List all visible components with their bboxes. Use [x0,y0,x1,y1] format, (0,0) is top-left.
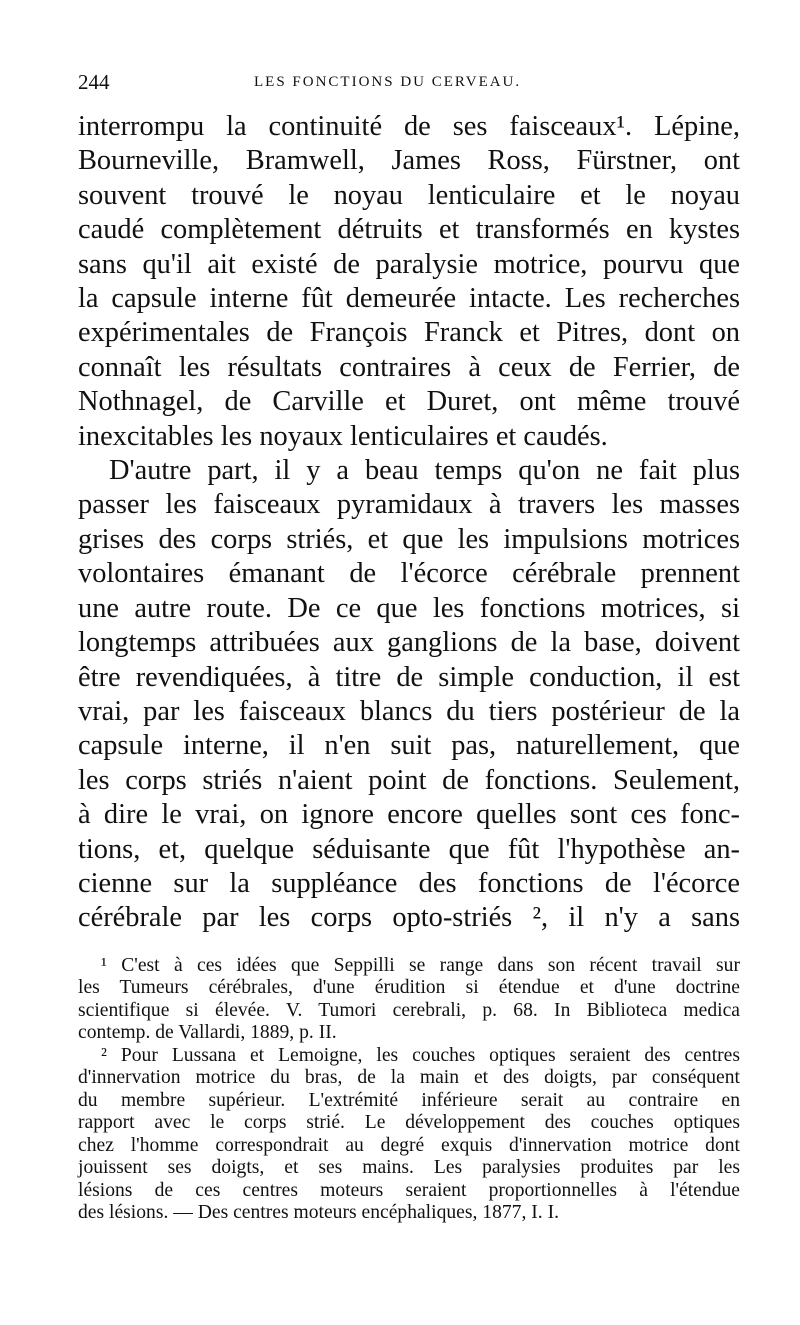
footnote-line: ¹ C'est à ces idées que Seppilli se range dans son récent travail sur [101,954,740,976]
footnote-line: chez l'homme correspondrait au degré exquis d'innervation motrice dont [78,1134,740,1156]
text-line: cienne sur la suppléance des fonctions de l'écorce [78,867,740,899]
footnote-line: lésions de ces centres moteurs seraient proportionnelles à l'étendue [78,1179,740,1201]
page-number: 244 [78,70,110,94]
footnote-line: ² Pour Lussana et Lemoigne, les couches optiques seraient des centres [101,1044,740,1066]
footnote-line: scientifique si élevée. V. Tumori cerebrali, p. 68. In Biblioteca medica [78,999,740,1021]
text-line: passer les faisceaux pyramidaux à travers les masses [78,489,740,521]
footnote-line: d'innervation motrice du bras, de la main et des doigts, par conséquent [78,1067,740,1089]
text-line: Nothnagel, de Carville et Duret, ont même trouvé [78,386,740,418]
text-line: Bourneville, Bramwell, James Ross, Fürstner, ont [78,145,740,177]
footnote-1 [78,955,740,1045]
main-text [78,110,740,936]
text-line: D'autre part, il y a beau temps qu'on ne fait plus [109,455,740,487]
book-page [78,70,740,1225]
text-line: capsule interne, il n'en suit pas, naturellement, que [78,730,740,762]
text-line: la capsule interne fût demeurée intacte. Les recherches [78,283,740,315]
paragraph [78,110,740,454]
text-line: interrompu la continuité de ses faisceaux¹. Lépine, [78,111,740,142]
footnote-line: les Tumeurs cérébrales, d'une érudition si étendue et d'une doctrine [78,977,740,999]
footnote-line: du membre supérieur. L'extrémité inférieure serait au contraire en [78,1089,740,1111]
text-line: longtemps attribuées aux ganglions de la base, doivent [78,627,740,659]
footnote-2 [78,1045,740,1225]
text-line: volontaires émanant de l'écorce cérébrale prennent [78,558,740,590]
text-line: cérébrale par les corps opto-striés ², il n'y a sans [78,902,740,934]
text-line: expérimentales de François Franck et Pitres, dont on [78,317,740,349]
text-line: vrai, par les faisceaux blancs du tiers postérieur de la [78,695,740,727]
footnote-line: jouissent ses doigts, et ses mains. Les paralysies produites par les [78,1157,740,1179]
text-line: souvent trouvé le noyau lenticulaire et le noyau [78,179,740,211]
text-line: inexcitables les noyaux lenticulaires et caudés. [78,420,608,452]
text-line: connaît les résultats contraires à ceux de Ferrier, de [78,351,740,383]
text-line: tions, et, quelque séduisante que fût l'hypothèse an- [78,833,740,865]
text-line: une autre route. De ce que les fonctions motrices, si [78,592,740,624]
footnote-line: contemp. de Vallardi, 1889, p. II. [78,1022,337,1044]
footnote-line: rapport avec le corps strié. Le développement des couches optiques [78,1112,740,1134]
text-line: sans qu'il ait existé de paralysie motrice, pourvu que [78,248,740,280]
text-line: à dire le vrai, on ignore encore quelles sont ces fonc- [78,799,740,831]
text-line: être revendiquées, à titre de simple conduction, il est [78,661,740,693]
running-title: LES FONCTIONS DU CERVEAU. [254,74,522,90]
text-line: caudé complètement détruits et transformés en kystes [78,214,740,246]
page-header [78,70,740,96]
text-line: grises des corps striés, et que les impulsions motrices [78,523,740,555]
footnotes [78,955,740,1225]
paragraph [78,454,740,936]
footnote-line: des lésions. — Des centres moteurs encéphaliques, 1877, I. I. [78,1202,560,1224]
text-line: les corps striés n'aient point de fonctions. Seulement, [78,764,740,796]
